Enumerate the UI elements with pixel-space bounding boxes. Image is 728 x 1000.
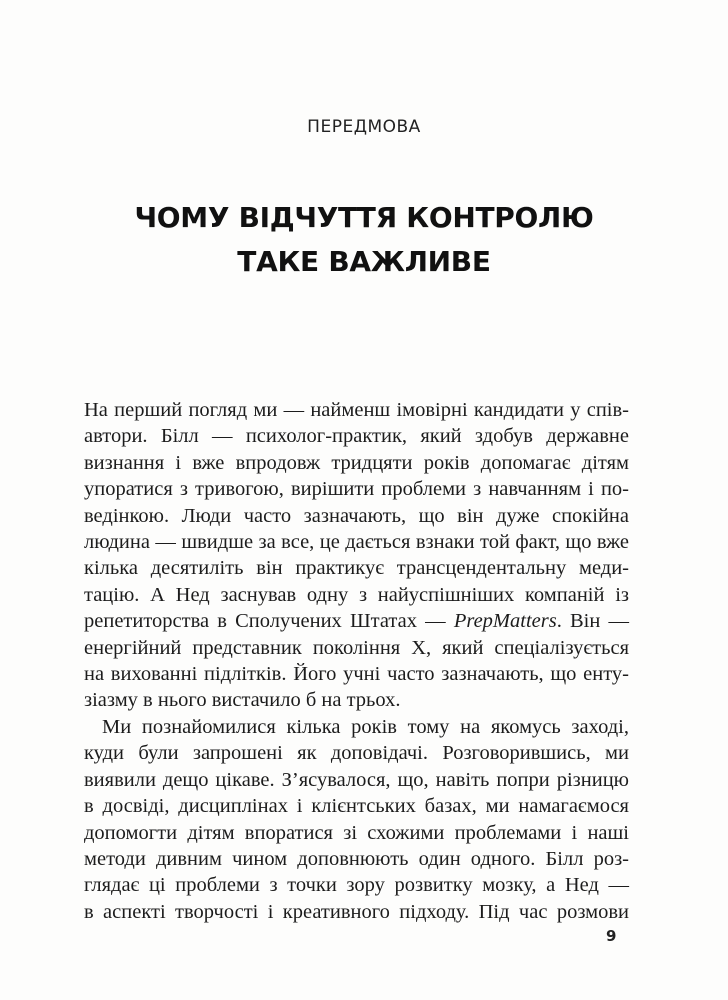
text-segment: репетиторства в Сполучених Штатах —: [84, 610, 454, 633]
text-line: в аспекті творчості і креативного підходу. Під час розмови: [84, 900, 629, 923]
text-line: глядає ці проблеми з точки зору розвитку мозку, а Нед —: [84, 874, 629, 897]
text-line: ведінкою. Люди часто зазначають, що він дуже спокійна: [84, 504, 629, 527]
paragraph-2: [84, 714, 629, 925]
chapter-title-line-2: ТАКЕ ВАЖЛИВЕ: [237, 245, 491, 278]
text-line: упоратися з тривогою, вирішити проблеми з навчанням і по-: [84, 478, 629, 501]
paragraph-1: [84, 397, 629, 714]
body-text: [84, 397, 629, 925]
text-line: допомогти дітям впоратися зі схожими проблемами і наші: [84, 821, 629, 844]
text-line: кілька десятиліть він практикує трансцендентальну меди-: [84, 557, 629, 580]
text-line: в досвіді, дисциплінах і клієнтських базах, ми намагаємося: [84, 795, 629, 818]
text-line: тацію. А Нед заснував одну з найуспішніших компаній із: [84, 583, 629, 606]
text-line: Ми познайомилися кілька років тому на якомусь заході,: [102, 715, 629, 738]
text-line: виявили дещо цікаве. З’ясувалося, що, навіть попри різницю: [84, 768, 629, 791]
text-line-mixed: [84, 608, 629, 634]
text-line: автори. Білл — психолог-практик, який здобув державне: [84, 425, 629, 448]
chapter-title-line-1: ЧОМУ ВІДЧУТТЯ КОНТРОЛЮ: [134, 201, 594, 234]
text-line: визнання і вже впродовж тридцяти років допомагає дітям: [84, 451, 629, 474]
section-label: ПЕРЕДМОВА: [307, 117, 421, 137]
text-segment: . Він —: [556, 610, 629, 633]
chapter-title: [0, 196, 728, 284]
text-line: зіазму в нього вистачило б на трьох.: [84, 689, 401, 712]
text-line: на вихованні підлітків. Його учні часто зазначають, що енту-: [84, 663, 629, 686]
text-line: куди були запрошені як доповідачі. Розговорившись, ми: [84, 742, 629, 765]
text-line: На перший погляд ми — найменш імовірні кандидати у спів-: [84, 399, 629, 421]
text-line: методи дивним чином доповнюють один одного. Білл роз-: [84, 847, 629, 870]
company-name: PrepMatters: [453, 610, 557, 633]
text-line: людина — швидше за все, це дається взнаки той факт, що вже: [84, 531, 629, 554]
text-line: енергійний представник покоління Х, який спеціалізується: [84, 636, 629, 659]
page-number: 9: [606, 927, 617, 945]
